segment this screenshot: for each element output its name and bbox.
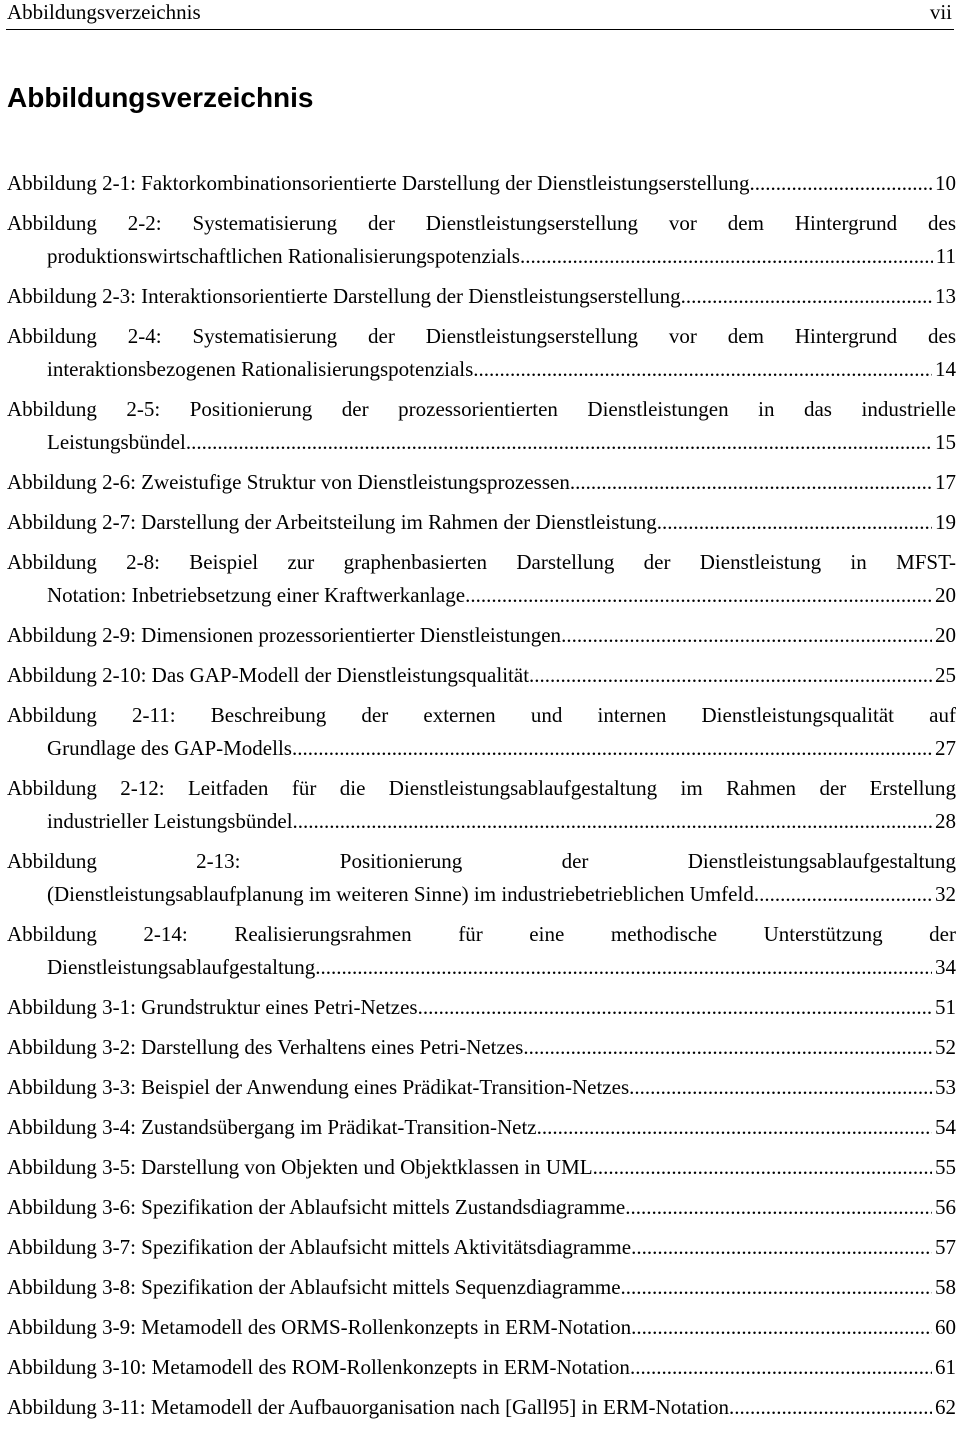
entry-caption-line: Abbildung 3-7: Spezifikation der Ablaufsicht mittels Aktivitätsdiagramme <box>7 1235 632 1259</box>
entry-page-number: 10 <box>935 171 956 195</box>
entry-page-number: 54 <box>935 1115 956 1139</box>
figure-list-entry[interactable] <box>7 280 956 313</box>
dot-leader <box>593 1151 932 1184</box>
entry-caption-line: Abbildung 2-12: Leitfaden für die Dienstleistungsablaufgestaltung im Rahmen der Erstellung <box>7 776 956 800</box>
dot-leader <box>523 1031 932 1064</box>
entry-page-number: 55 <box>935 1155 956 1179</box>
entry-caption-line: Abbildung 3-6: Spezifikation der Ablaufsicht mittels Zustandsdiagramme <box>7 1195 626 1219</box>
entry-page-number: 25 <box>935 663 956 687</box>
entry-caption-line: Notation: Inbetriebsetzung einer Kraftwerkanlage <box>47 583 466 607</box>
figure-list-entry[interactable] <box>7 506 956 539</box>
figure-list-entry[interactable] <box>7 1031 956 1064</box>
entry-page-number: 52 <box>935 1035 956 1059</box>
entry-caption-line: Abbildung 2-4: Systematisierung der Dienstleistungserstellung vor dem Hintergrund des <box>7 324 956 348</box>
figure-list-entry[interactable] <box>7 1311 956 1344</box>
figure-list-entry[interactable] <box>7 1231 956 1264</box>
header-section-title: Abbildungsverzeichnis <box>7 0 201 24</box>
figure-list-entry[interactable] <box>7 619 956 652</box>
entry-caption-line: Abbildung 2-11: Beschreibung der externen und internen Dienstleistungsqualität auf <box>7 703 956 727</box>
entry-page-number: 62 <box>935 1395 956 1419</box>
figure-list-entry[interactable] <box>7 1071 956 1104</box>
figure-list-entry[interactable] <box>7 207 956 273</box>
dot-leader <box>537 1111 932 1144</box>
entry-caption-line: Abbildung 2-13: Positionierung der Dienstleistungsablaufgestaltung <box>7 849 956 873</box>
figure-list-entry[interactable] <box>7 1351 956 1384</box>
entry-page-number: 27 <box>935 736 956 760</box>
entry-page-number: 15 <box>935 430 956 454</box>
entry-caption-line: Abbildung 3-5: Darstellung von Objekten und Objektklassen in UML <box>7 1155 593 1179</box>
dot-leader <box>315 951 932 984</box>
entry-page-number: 28 <box>935 809 956 833</box>
dot-leader <box>292 732 932 765</box>
entry-caption-line: Abbildung 2-1: Faktorkombinationsorientierte Darstellung der Dienstleistungserstellung <box>7 171 750 195</box>
header-page-number: vii <box>929 0 952 24</box>
entry-caption-line: Abbildung 2-5: Positionierung der prozessorientierten Dienstleistungen in das industrielle <box>7 397 956 421</box>
figure-list-entry[interactable] <box>7 918 956 984</box>
figure-list-entry[interactable] <box>7 845 956 911</box>
dot-leader <box>625 1191 932 1224</box>
entry-caption-line: Abbildung 3-4: Zustandsübergang im Prädikat-Transition-Netz <box>7 1115 537 1139</box>
dot-leader <box>570 466 932 499</box>
figure-list-entry[interactable] <box>7 167 956 200</box>
figure-list-entry[interactable] <box>7 393 956 459</box>
entry-caption-line: Abbildung 3-2: Darstellung des Verhaltens eines Petri-Netzes <box>7 1035 524 1059</box>
dot-leader <box>186 426 932 459</box>
figure-list-entry[interactable] <box>7 546 956 612</box>
entry-page-number: 20 <box>935 583 956 607</box>
entry-page-number: 19 <box>935 510 956 534</box>
figure-list-entry[interactable] <box>7 772 956 838</box>
figure-list-entry[interactable] <box>7 1271 956 1304</box>
figure-list-entry[interactable] <box>7 991 956 1024</box>
dot-leader <box>529 659 932 692</box>
entry-page-number: 60 <box>935 1315 956 1339</box>
running-header <box>7 0 952 28</box>
entry-page-number: 61 <box>935 1355 956 1379</box>
entry-caption-line: Dienstleistungsablaufgestaltung <box>47 955 316 979</box>
entry-page-number: 51 <box>935 995 956 1019</box>
figure-list-entry[interactable] <box>7 659 956 692</box>
figure-list-entry[interactable] <box>7 466 956 499</box>
dot-leader <box>629 1071 932 1104</box>
entry-caption-line: Abbildung 2-10: Das GAP-Modell der Dienstleistungsqualität <box>7 663 530 687</box>
entry-page-number: 57 <box>935 1235 956 1259</box>
dot-leader <box>520 240 933 273</box>
entry-page-number: 53 <box>935 1075 956 1099</box>
entry-caption-line: Abbildung 3-11: Metamodell der Aufbauorganisation nach [Gall95] in ERM-Notation <box>7 1395 730 1419</box>
dot-leader <box>631 1311 932 1344</box>
entry-page-number: 58 <box>935 1275 956 1299</box>
dot-leader <box>631 1231 932 1264</box>
figure-list-entry[interactable] <box>7 1191 956 1224</box>
entry-page-number: 56 <box>935 1195 956 1219</box>
dot-leader <box>630 1351 932 1384</box>
dot-leader <box>681 280 932 313</box>
entry-caption-line: produktionswirtschaftlichen Rationalisierungspotenzials <box>47 244 520 268</box>
entry-caption-line: Abbildung 2-6: Zweistufige Struktur von Dienstleistungsprozessen <box>7 470 570 494</box>
entry-caption-line: Abbildung 3-8: Spezifikation der Ablaufsicht mittels Sequenzdiagramme <box>7 1275 621 1299</box>
entry-caption-line: Abbildung 2-14: Realisierungsrahmen für eine methodische Unterstützung der <box>7 922 956 946</box>
entry-caption-line: industrieller Leistungsbündel <box>47 809 293 833</box>
entry-caption-line: Abbildung 2-9: Dimensionen prozessorientierter Dienstleistungen <box>7 623 562 647</box>
figure-list-entry[interactable] <box>7 1151 956 1184</box>
entry-caption-line: Leistungsbündel <box>47 430 186 454</box>
entry-caption-line: Grundlage des GAP-Modells <box>47 736 292 760</box>
dot-leader <box>473 353 932 386</box>
entry-page-number: 17 <box>935 470 956 494</box>
entry-caption-line: Abbildung 3-3: Beispiel der Anwendung eines Prädikat-Transition-Netzes <box>7 1075 630 1099</box>
entry-caption-line: interaktionsbezogenen Rationalisierungspotenzials <box>47 357 474 381</box>
entry-caption-line: Abbildung 2-2: Systematisierung der Dienstleistungserstellung vor dem Hintergrund des <box>7 211 956 235</box>
figure-list-entry[interactable] <box>7 320 956 386</box>
dot-leader <box>293 805 932 838</box>
dot-leader <box>754 878 932 911</box>
entry-page-number: 20 <box>935 623 956 647</box>
entry-page-number: 34 <box>935 955 956 979</box>
entry-caption-line: Abbildung 2-8: Beispiel zur graphenbasierten Darstellung der Dienstleistung in MFST- <box>7 550 956 574</box>
figure-list <box>7 167 956 1431</box>
dot-leader <box>729 1391 932 1424</box>
dot-leader <box>657 506 932 539</box>
entry-caption-line: Abbildung 3-1: Grundstruktur eines Petri-Netzes <box>7 995 418 1019</box>
entry-page-number: 11 <box>935 244 956 268</box>
figure-list-entry[interactable] <box>7 699 956 765</box>
dot-leader <box>418 991 932 1024</box>
dot-leader <box>749 167 932 200</box>
entry-caption-line: Abbildung 2-7: Darstellung der Arbeitsteilung im Rahmen der Dienstleistung <box>7 510 657 534</box>
entry-page-number: 14 <box>935 357 956 381</box>
entry-caption-line: Abbildung 3-10: Metamodell des ROM-Rollenkonzepts in ERM-Notation <box>7 1355 630 1379</box>
entry-page-number: 32 <box>935 882 956 906</box>
entry-caption-line: (Dienstleistungsablaufplanung im weiteren Sinne) im industriebetrieblichen Umfeld <box>47 882 754 906</box>
dot-leader <box>621 1271 932 1304</box>
page-title: Abbildungsverzeichnis <box>7 82 314 113</box>
entry-caption-line: Abbildung 2-3: Interaktionsorientierte Darstellung der Dienstleistungserstellung <box>7 284 681 308</box>
figure-list-entry[interactable] <box>7 1391 956 1424</box>
entry-caption-line: Abbildung 3-9: Metamodell des ORMS-Rollenkonzepts in ERM-Notation <box>7 1315 632 1339</box>
header-divider <box>6 29 954 30</box>
figure-list-entry[interactable] <box>7 1111 956 1144</box>
dot-leader <box>465 579 932 612</box>
entry-page-number: 13 <box>935 284 956 308</box>
dot-leader <box>561 619 932 652</box>
